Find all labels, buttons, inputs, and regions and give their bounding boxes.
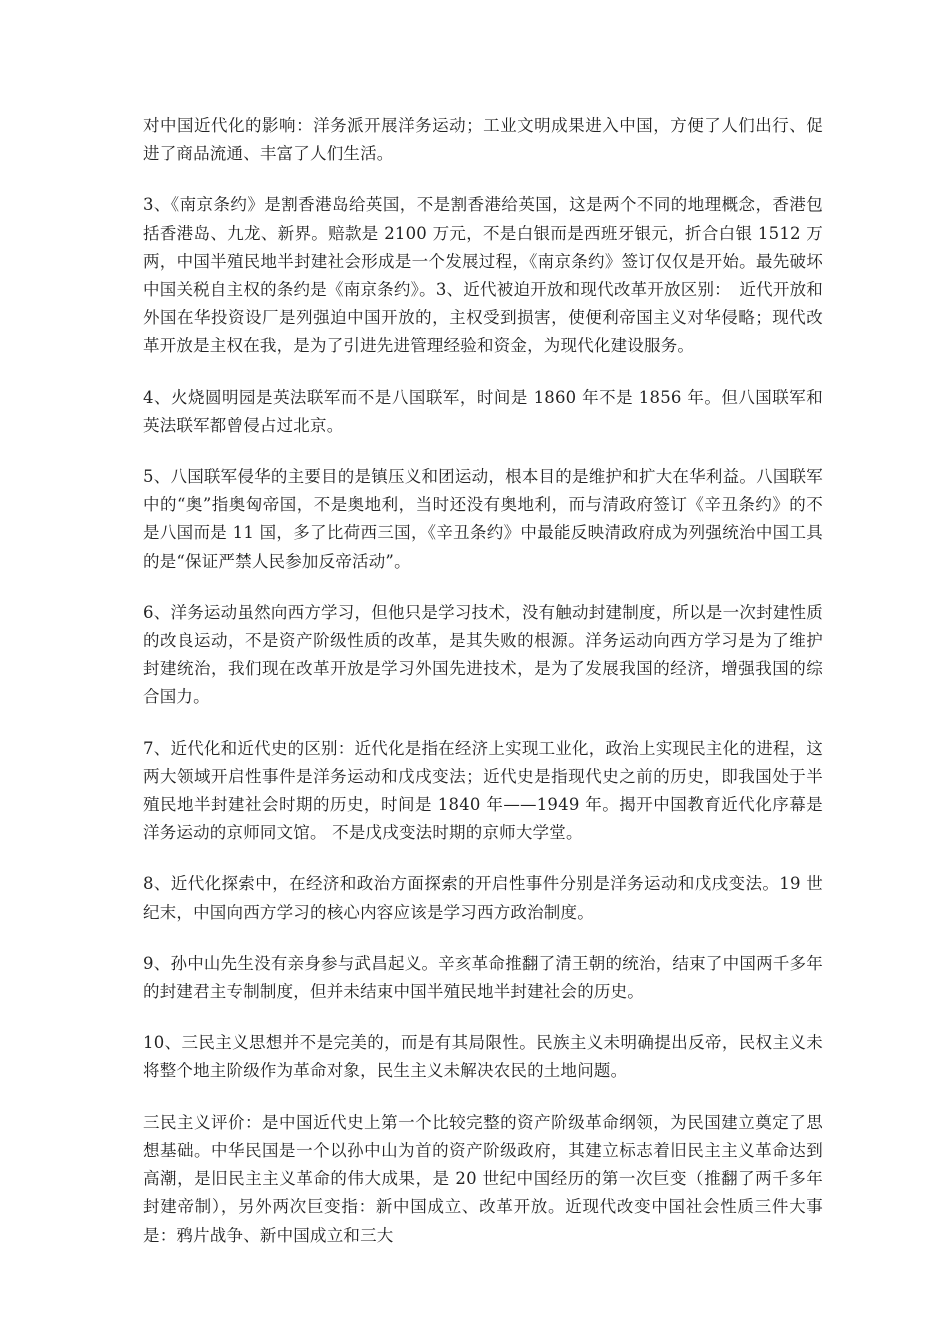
paragraph-self-strengthening-movement: 6、洋务运动虽然向西方学习，但他只是学习技术，没有触动封建制度，所以是一次封建性质的改良运动，不是资产阶级性质的改革，是其失败的根源。洋务运动向西方学习是为了维护封建统治，我们现在改革开放是学习外国先进技术，是为了发展我国的经济，增强我国的综合国力。 <box>143 602 823 707</box>
paragraph-old-summer-palace: 4、火烧圆明园是英法联军而不是八国联军，时间是 1860 年不是 1856 年。但八国联军和英法联军都曾侵占过北京。 <box>143 387 823 435</box>
paragraph-three-principles-limits: 10、三民主义思想并不是完美的，而是有其局限性。民族主义未明确提出反帝，民权主义未将整个地主阶级作为革命对象，民生主义未解决农民的土地问题。 <box>143 1033 823 1081</box>
paragraph-modernization-impact: 对中国近代化的影响：洋务派开展洋务运动；工业文明成果进入中国，方便了人们出行、促进了商品流通、丰富了人们生活。 <box>143 116 823 164</box>
paragraph-three-principles-evaluation: 三民主义评价：是中国近代史上第一个比较完整的资产阶级革命纲领，为民国建立奠定了思想基础。中华民国是一个以孙中山为首的资产阶级政府，其建立标志着旧民主主义革命达到高潮，是旧民主主义革命的伟大成果，是 20 世纪中国经历的第一次巨变（推翻了两千多年封建帝制），另外两次巨变指：新中国成立、改革开放。近现代改变中国社会性质三件大事是：鸦片战争、新中国成立和三大 <box>143 1112 823 1245</box>
paragraph-eight-nation-alliance: 5、八国联军侵华的主要目的是镇压义和团运动，根本目的是维护和扩大在华利益。八国联军中的“奥”指奥匈帝国，不是奥地利，当时还没有奥地利，而与清政府签订《辛丑条约》的不是八国而是 11 国，多了比荷西三国，《辛丑条约》中最能反映清政府成为列强统治中国工具的是“保证严禁人民参加反帝活动”。 <box>143 467 823 571</box>
document-body <box>143 112 823 1273</box>
paragraph-modernization-vs-modern-history: 7、近代化和近代史的区别：近代化是指在经济上实现工业化，政治上实现民主化的进程，这两大领域开启性事件是洋务运动和戊戌变法；近代史是指现代史之前的历史，即我国处于半殖民地半封建社会时期的历史，时间是 1840 年——1949 年。揭开中国教育近代化序幕是洋务运动的京师同文馆。 不是戊戌变法时期的京师大学堂。 <box>143 738 823 843</box>
paragraph-modernization-exploration: 8、近代化探索中，在经济和政治方面探索的开启性事件分别是洋务运动和戊戌变法。19 世纪末，中国向西方学习的核心内容应该是学习西方政治制度。 <box>143 874 823 922</box>
paragraph-sun-yat-sen: 9、孙中山先生没有亲身参与武昌起义。辛亥革命推翻了清王朝的统治，结束了中国两千多年的封建君主专制制度，但并未结束中国半殖民地半封建社会的历史。 <box>143 953 823 1002</box>
paragraph-treaty-of-nanking: 3、《南京条约》是割香港岛给英国，不是割香港给英国，这是两个不同的地理概念，香港包括香港岛、九龙、新界。赔款是 2100 万元，不是白银而是西班牙银元，折合白银 1512 万两，中国半殖民地半封建社会形成是一个发展过程，《南京条约》签订仅仅是开始。最先破坏中国关税自主权的条约是《南京条约》。3、近代被迫开放和现代改革开放区别： 近代开放和外国在华投资设厂是列强迫中国开放的，主权受到损害，使便利帝国主义对华侵略；现代改革开放是主权在我，是为了引进先进管理经验和资金，为现代化建设服务。 <box>143 195 823 356</box>
